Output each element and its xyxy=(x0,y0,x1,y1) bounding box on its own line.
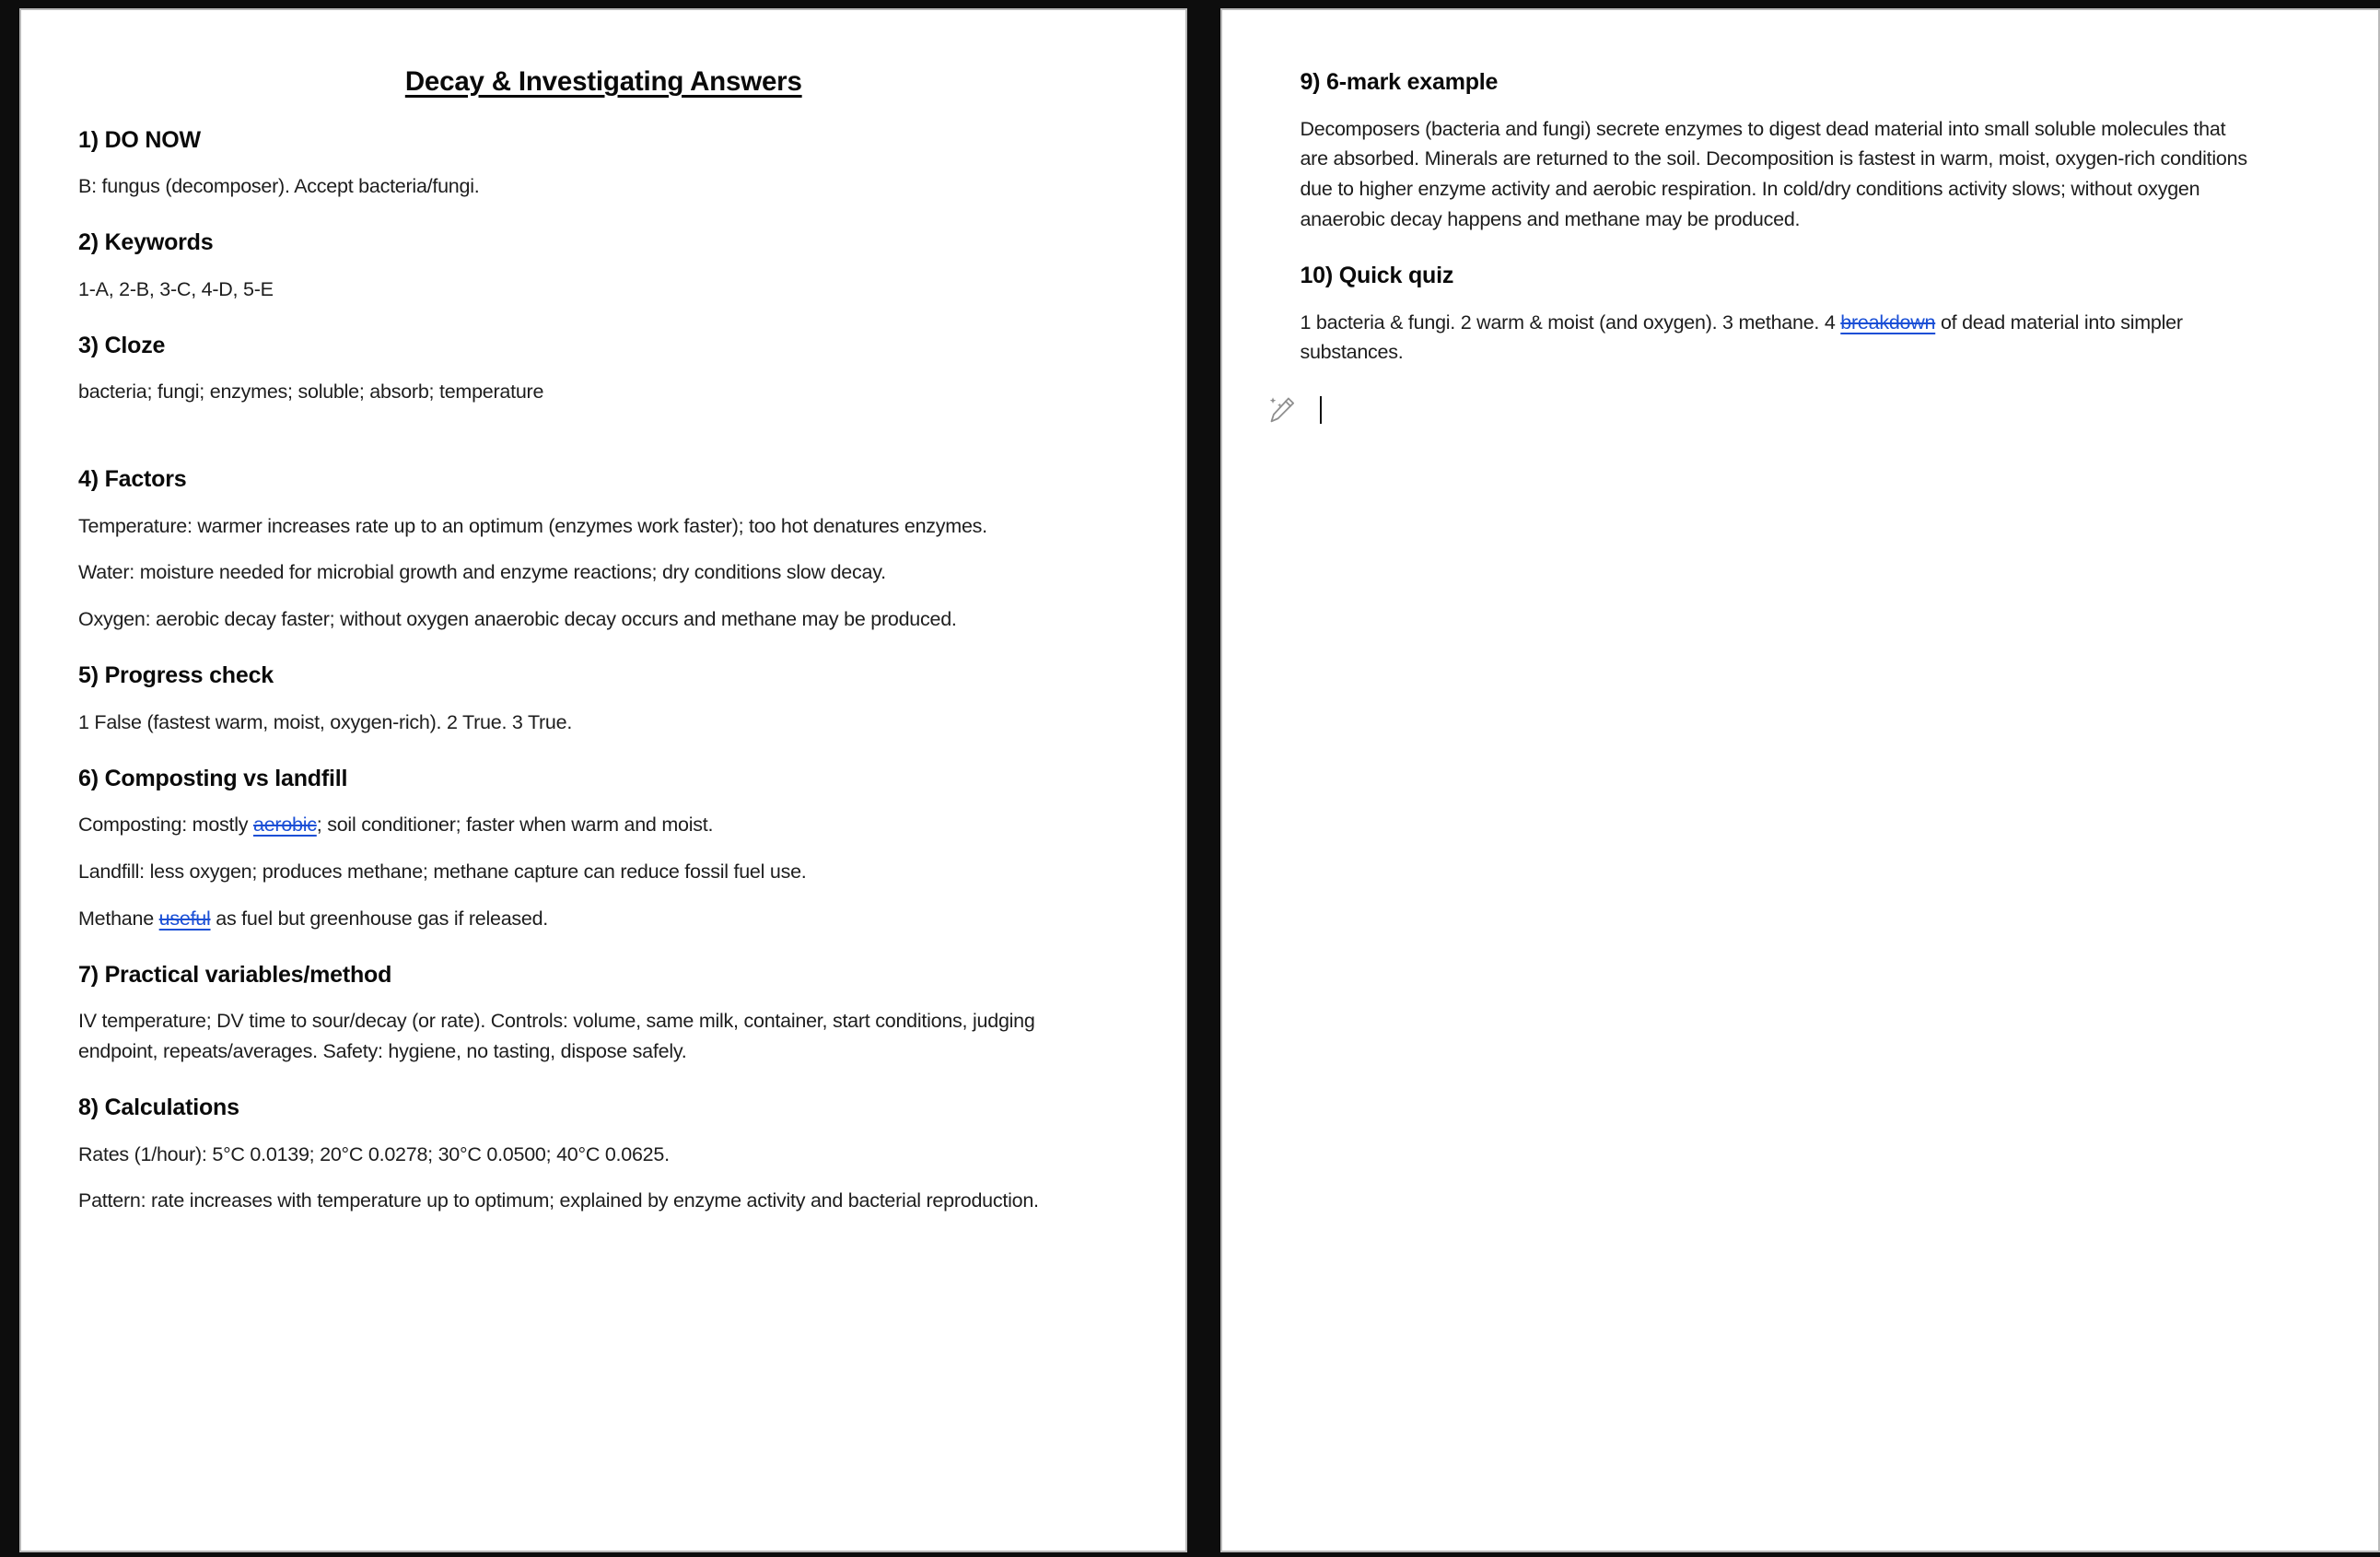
section-heading-progress-check: 5) Progress check xyxy=(78,662,274,689)
text-cursor-caret xyxy=(1320,396,1322,424)
quiz-text-after: of dead material into simpler substances. xyxy=(1300,310,2183,364)
page-1-content xyxy=(21,10,1185,1551)
section-heading-quick-quiz: 10) Quick quiz xyxy=(1300,263,1454,289)
section-heading-do-now: 1) DO NOW xyxy=(78,126,201,153)
quiz-text-before: 1 bacteria & fungi. 2 warm & moist (and oxygen). 3 methane. 4 xyxy=(1300,310,1841,334)
ai-sparkle-wand-icon[interactable] xyxy=(1266,394,1298,426)
section-heading-keywords: 2) Keywords xyxy=(78,229,214,256)
section-body-calculations-rates: Rates (1/hour): 5°C 0.0139; 20°C 0.0278; 30°C 0.0500; 40°C 0.0625. xyxy=(78,1142,670,1165)
section-body-composting xyxy=(78,810,1073,840)
section-body-keywords: 1-A, 2-B, 3-C, 4-D, 5-E xyxy=(78,277,274,300)
section-body-methane xyxy=(78,904,1073,934)
page-2-content xyxy=(1222,10,2378,1551)
section-body-calculations-pattern: Pattern: rate increases with temperature up to optimum; explained by enzyme activity and bacterial reproduction. xyxy=(78,1189,1039,1212)
section-body-landfill: Landfill: less oxygen; produces methane; methane capture can reduce fossil fuel use. xyxy=(78,860,807,883)
document-page-1[interactable] xyxy=(19,8,1187,1552)
composting-text-after: ; soil conditioner; faster when warm and moist. xyxy=(316,814,714,837)
section-heading-six-mark-example: 9) 6-mark example xyxy=(1300,69,1499,95)
section-heading-factors: 4) Factors xyxy=(78,466,187,493)
methane-text-before: Methane xyxy=(78,907,159,930)
section-body-factors-oxygen: Oxygen: aerobic decay faster; without oxygen anaerobic decay occurs and methane may be produced. xyxy=(78,608,957,631)
section-body-six-mark-example: Decomposers (bacteria and fungi) secrete enzymes to digest dead material into small soluble molecules that are absorbed. Minerals are returned to the soil. Decomposition is fastest in warm, moist, oxygen-rich conditions due to higher enzyme activity and aerobic respiration. In cold/dry conditions activity slows; without oxygen anaerobic decay happens and methane may be produced. xyxy=(1300,117,2247,231)
section-body-factors-water: Water: moisture needed for microbial growth and enzyme reactions; dry conditions slow decay. xyxy=(78,561,886,584)
paragraph-spacer xyxy=(78,407,1128,439)
section-heading-composting-vs-landfill: 6) Composting vs landfill xyxy=(78,765,348,791)
document-page-2[interactable] xyxy=(1220,8,2380,1552)
revision-word-aerobic[interactable]: aerobic xyxy=(253,814,317,837)
section-body-quick-quiz xyxy=(1300,308,2258,369)
section-body-cloze: bacteria; fungi; enzymes; soluble; absorb; temperature xyxy=(78,380,544,404)
composting-text-before: Composting: mostly xyxy=(78,814,254,837)
section-heading-practical-variables: 7) Practical variables/method xyxy=(78,961,392,988)
assist-row xyxy=(1300,392,2321,428)
section-body-practical-variables: IV temperature; DV time to sour/decay (or rate). Controls: volume, same milk, container, start conditions, judging endpoint, repeats/averages. Safety: hygiene, no tasting, dispose safely. xyxy=(78,1010,1035,1063)
revision-word-useful[interactable]: useful xyxy=(158,907,211,930)
section-body-do-now: B: fungus (decomposer). Accept bacteria/fungi. xyxy=(78,175,480,198)
section-body-factors-temperature: Temperature: warmer increases rate up to an optimum (enzymes work faster); too hot denatures enzymes. xyxy=(78,514,987,537)
methane-text-after: as fuel but greenhouse gas if released. xyxy=(210,907,549,930)
section-heading-cloze: 3) Cloze xyxy=(78,332,166,358)
document-title: Decay & Investigating Answers xyxy=(404,66,802,97)
section-body-progress-check: 1 False (fastest warm, moist, oxygen-rich). 2 True. 3 True. xyxy=(78,710,573,733)
revision-word-breakdown[interactable]: breakdown xyxy=(1840,310,1936,334)
section-heading-calculations: 8) Calculations xyxy=(78,1095,239,1121)
